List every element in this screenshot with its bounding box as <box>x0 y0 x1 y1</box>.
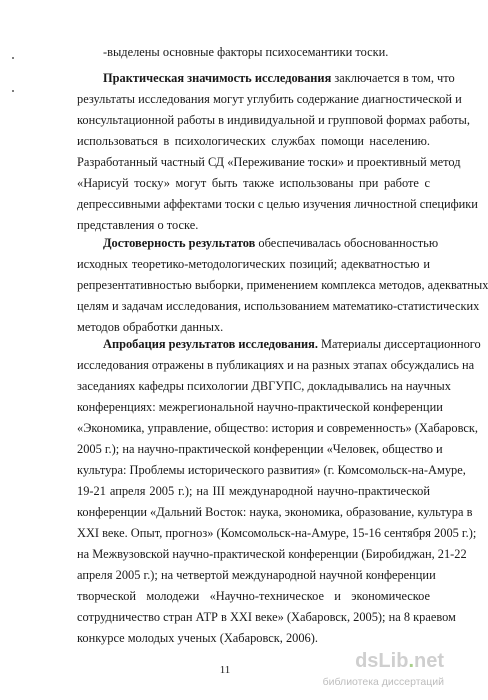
scan-speck <box>12 57 14 59</box>
text-line: Достоверность результатов обеспечивалась обоснованностью <box>103 236 439 250</box>
text-line: 2005 г.); на научно-практической конференции «Человек, общество и <box>77 442 443 456</box>
text-line: творческой молодежи «Научно-техническое и экономическое <box>77 589 430 603</box>
text-line: на Межвузовской научно-практической конференции (Биробиджан, 21-22 <box>77 547 467 561</box>
watermark-site-name: dsLib.net <box>355 650 444 672</box>
text-line: депрессивными аффектами тоски с целью изучения личностной специфики <box>77 197 478 211</box>
paragraph-reliability <box>77 233 488 338</box>
text-line: Разработанный частный СД «Переживание тоски» и проективный метод <box>77 155 461 169</box>
text-line: исследования отражены в публикациях и на разных этапах обсуждались на <box>77 358 475 372</box>
page-number: 11 <box>219 664 231 676</box>
text-line: целям и задачам исследования, использованием математико-статистических <box>77 299 480 313</box>
text-line: XXI веке. Опыт, прогноз» (Комсомольск-на-Амуре, 15-16 сентября 2005 г.); <box>77 526 477 540</box>
text-line: Практическая значимость исследования заключается в том, что <box>103 71 455 85</box>
paragraph-task-item <box>77 42 430 63</box>
heading-reliability: Достоверность результатов <box>103 236 256 250</box>
watermark-subtitle: библиотека диссертаций <box>322 676 444 688</box>
heading-approbation: Апробация результатов исследования. <box>103 337 318 351</box>
text-line: результаты исследования могут углубить содержание диагностической и <box>77 92 462 106</box>
text-line: конкурсе молодых ученых (Хабаровск, 2006). <box>77 631 318 645</box>
text-line: 19-21 апреля 2005 г.); на III международной научно-практической <box>77 484 430 498</box>
text-line: конференции «Дальний Восток: наука, экономика, образование, культура в <box>77 505 473 519</box>
text-line: методов обработки данных. <box>77 320 224 334</box>
text-line: исходных теоретико-методологических позиций; адекватностью и <box>77 257 430 271</box>
text-line: «Нарисуй тоску» могут быть также использованы при работе с <box>77 176 430 190</box>
text-line: Апробация результатов исследования. Материалы диссертационного <box>103 337 481 351</box>
text-line: заседаниях кафедры психологии ДВГУПС, докладывались на научных <box>77 379 451 393</box>
text-line: консультационной работы в индивидуальной и групповой формах работы, <box>77 113 470 127</box>
scan-speck <box>12 90 14 92</box>
text-line: использоваться в психологических службах помощи населению. <box>77 134 430 148</box>
text-line: сотрудничество стран АТР в XXI веке» (Хабаровск, 2005); на 8 краевом <box>77 610 456 624</box>
text-line: апреля 2005 г.); на четвертой международной научной конференции <box>77 568 436 582</box>
heading-practical-significance: Практическая значимость исследования <box>103 71 332 85</box>
text-line: культура: Проблемы исторического развития» (г. Комсомольск-на-Амуре, <box>77 463 466 477</box>
text-line: представления о тоске. <box>77 218 199 232</box>
paragraph-practical-significance <box>77 68 478 236</box>
watermark-logo[interactable] <box>322 650 448 694</box>
text-line: конференциях: межрегиональной научно-практической конференции <box>77 400 443 414</box>
text-line: -выделены основные факторы психосемантики тоски. <box>103 45 389 59</box>
paragraph-approbation <box>77 334 481 649</box>
text-line: «Экономика, управление, общество: история и современность» (Хабаровск, <box>77 421 478 435</box>
text-line: репрезентативностью выборки, применением комплекса методов, адекватных <box>77 278 488 292</box>
